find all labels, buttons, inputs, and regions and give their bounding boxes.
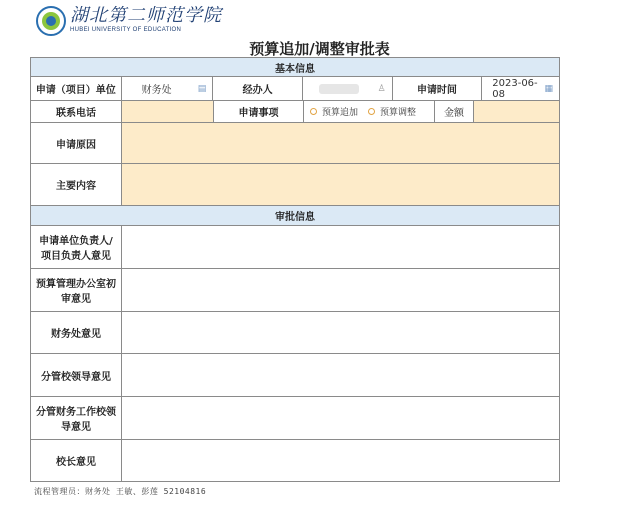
brand [70, 5, 222, 33]
applicant-unit-label: 申请（项目）单位 [35, 85, 116, 96]
approval-opinion-field[interactable] [121, 354, 559, 396]
approval-row [31, 268, 559, 311]
row-content [31, 163, 559, 205]
apply-time-label: 申请时间 [392, 77, 482, 100]
radio-budget-adjust[interactable] [368, 105, 416, 118]
applicant-unit-field[interactable] [121, 77, 213, 100]
calendar-icon[interactable]: ▦ [544, 83, 553, 94]
approval-opinion-field[interactable] [121, 397, 559, 439]
approval-row [31, 353, 559, 396]
org-picker-icon[interactable]: ▤ [197, 83, 207, 94]
brand-name-en: HUBEI UNIVERSITY OF EDUCATION [70, 27, 182, 33]
approval-opinion-field[interactable] [121, 312, 559, 353]
reason-input[interactable] [121, 123, 559, 163]
approval-row-label: 预算管理办公室初审意见 [36, 279, 116, 305]
section-basic [31, 58, 559, 76]
matter-label: 申请事项 [213, 101, 303, 122]
phone-input[interactable] [121, 101, 213, 122]
handler-value-redacted [319, 84, 359, 94]
approval-row [31, 311, 559, 353]
row-unit [31, 76, 559, 100]
section-approval [31, 205, 559, 225]
approval-row [31, 439, 559, 481]
row-phone [31, 100, 559, 122]
radio-budget-adjust-label: 预算调整 [380, 108, 417, 118]
amount-label: 金额 [434, 101, 473, 122]
apply-time-value: 2023-06-08 [492, 77, 538, 100]
process-admin-note: 流程管理员：财务处 王敏、彭莲 52104816 [34, 487, 207, 496]
approval-form [30, 57, 560, 482]
radio-budget-add[interactable] [310, 105, 358, 118]
approval-row [31, 225, 559, 268]
section-approval-title: 审批信息 [31, 206, 559, 225]
user-picker-icon[interactable]: ♙ [377, 83, 386, 94]
radio-circle-icon [368, 108, 375, 115]
phone-label: 联系电话 [56, 108, 96, 119]
radio-budget-add-label: 预算追加 [322, 108, 359, 118]
section-basic-title: 基本信息 [31, 58, 559, 76]
reason-label: 申请原因 [56, 139, 96, 151]
row-reason [31, 122, 559, 163]
approval-row-label: 财务处意见 [51, 329, 101, 340]
approval-row-label: 申请单位负责人/项目负责人意见 [39, 236, 113, 262]
approval-row-label: 分管校领导意见 [41, 371, 111, 383]
approval-opinion-field[interactable] [121, 226, 559, 268]
radio-circle-icon [310, 108, 317, 115]
page-title: 预算追加/调整审批表 [249, 40, 390, 58]
handler-field[interactable] [302, 77, 392, 100]
applicant-unit-value: 财务处 [141, 85, 172, 96]
university-logo [36, 6, 66, 36]
approval-opinion-field[interactable] [121, 440, 559, 481]
approval-row-label: 校长意见 [56, 457, 96, 468]
approval-row-label: 分管财务工作校领导意见 [36, 407, 116, 433]
handler-label: 经办人 [212, 77, 302, 100]
content-label: 主要内容 [56, 181, 96, 192]
matter-options [303, 101, 434, 122]
content-input[interactable] [121, 164, 559, 205]
approval-opinion-field[interactable] [121, 269, 559, 311]
amount-input[interactable] [473, 101, 559, 122]
brand-name-cn: 湖北第二师范学院 [70, 5, 222, 26]
approval-row [31, 396, 559, 439]
apply-time-field[interactable] [481, 77, 559, 100]
